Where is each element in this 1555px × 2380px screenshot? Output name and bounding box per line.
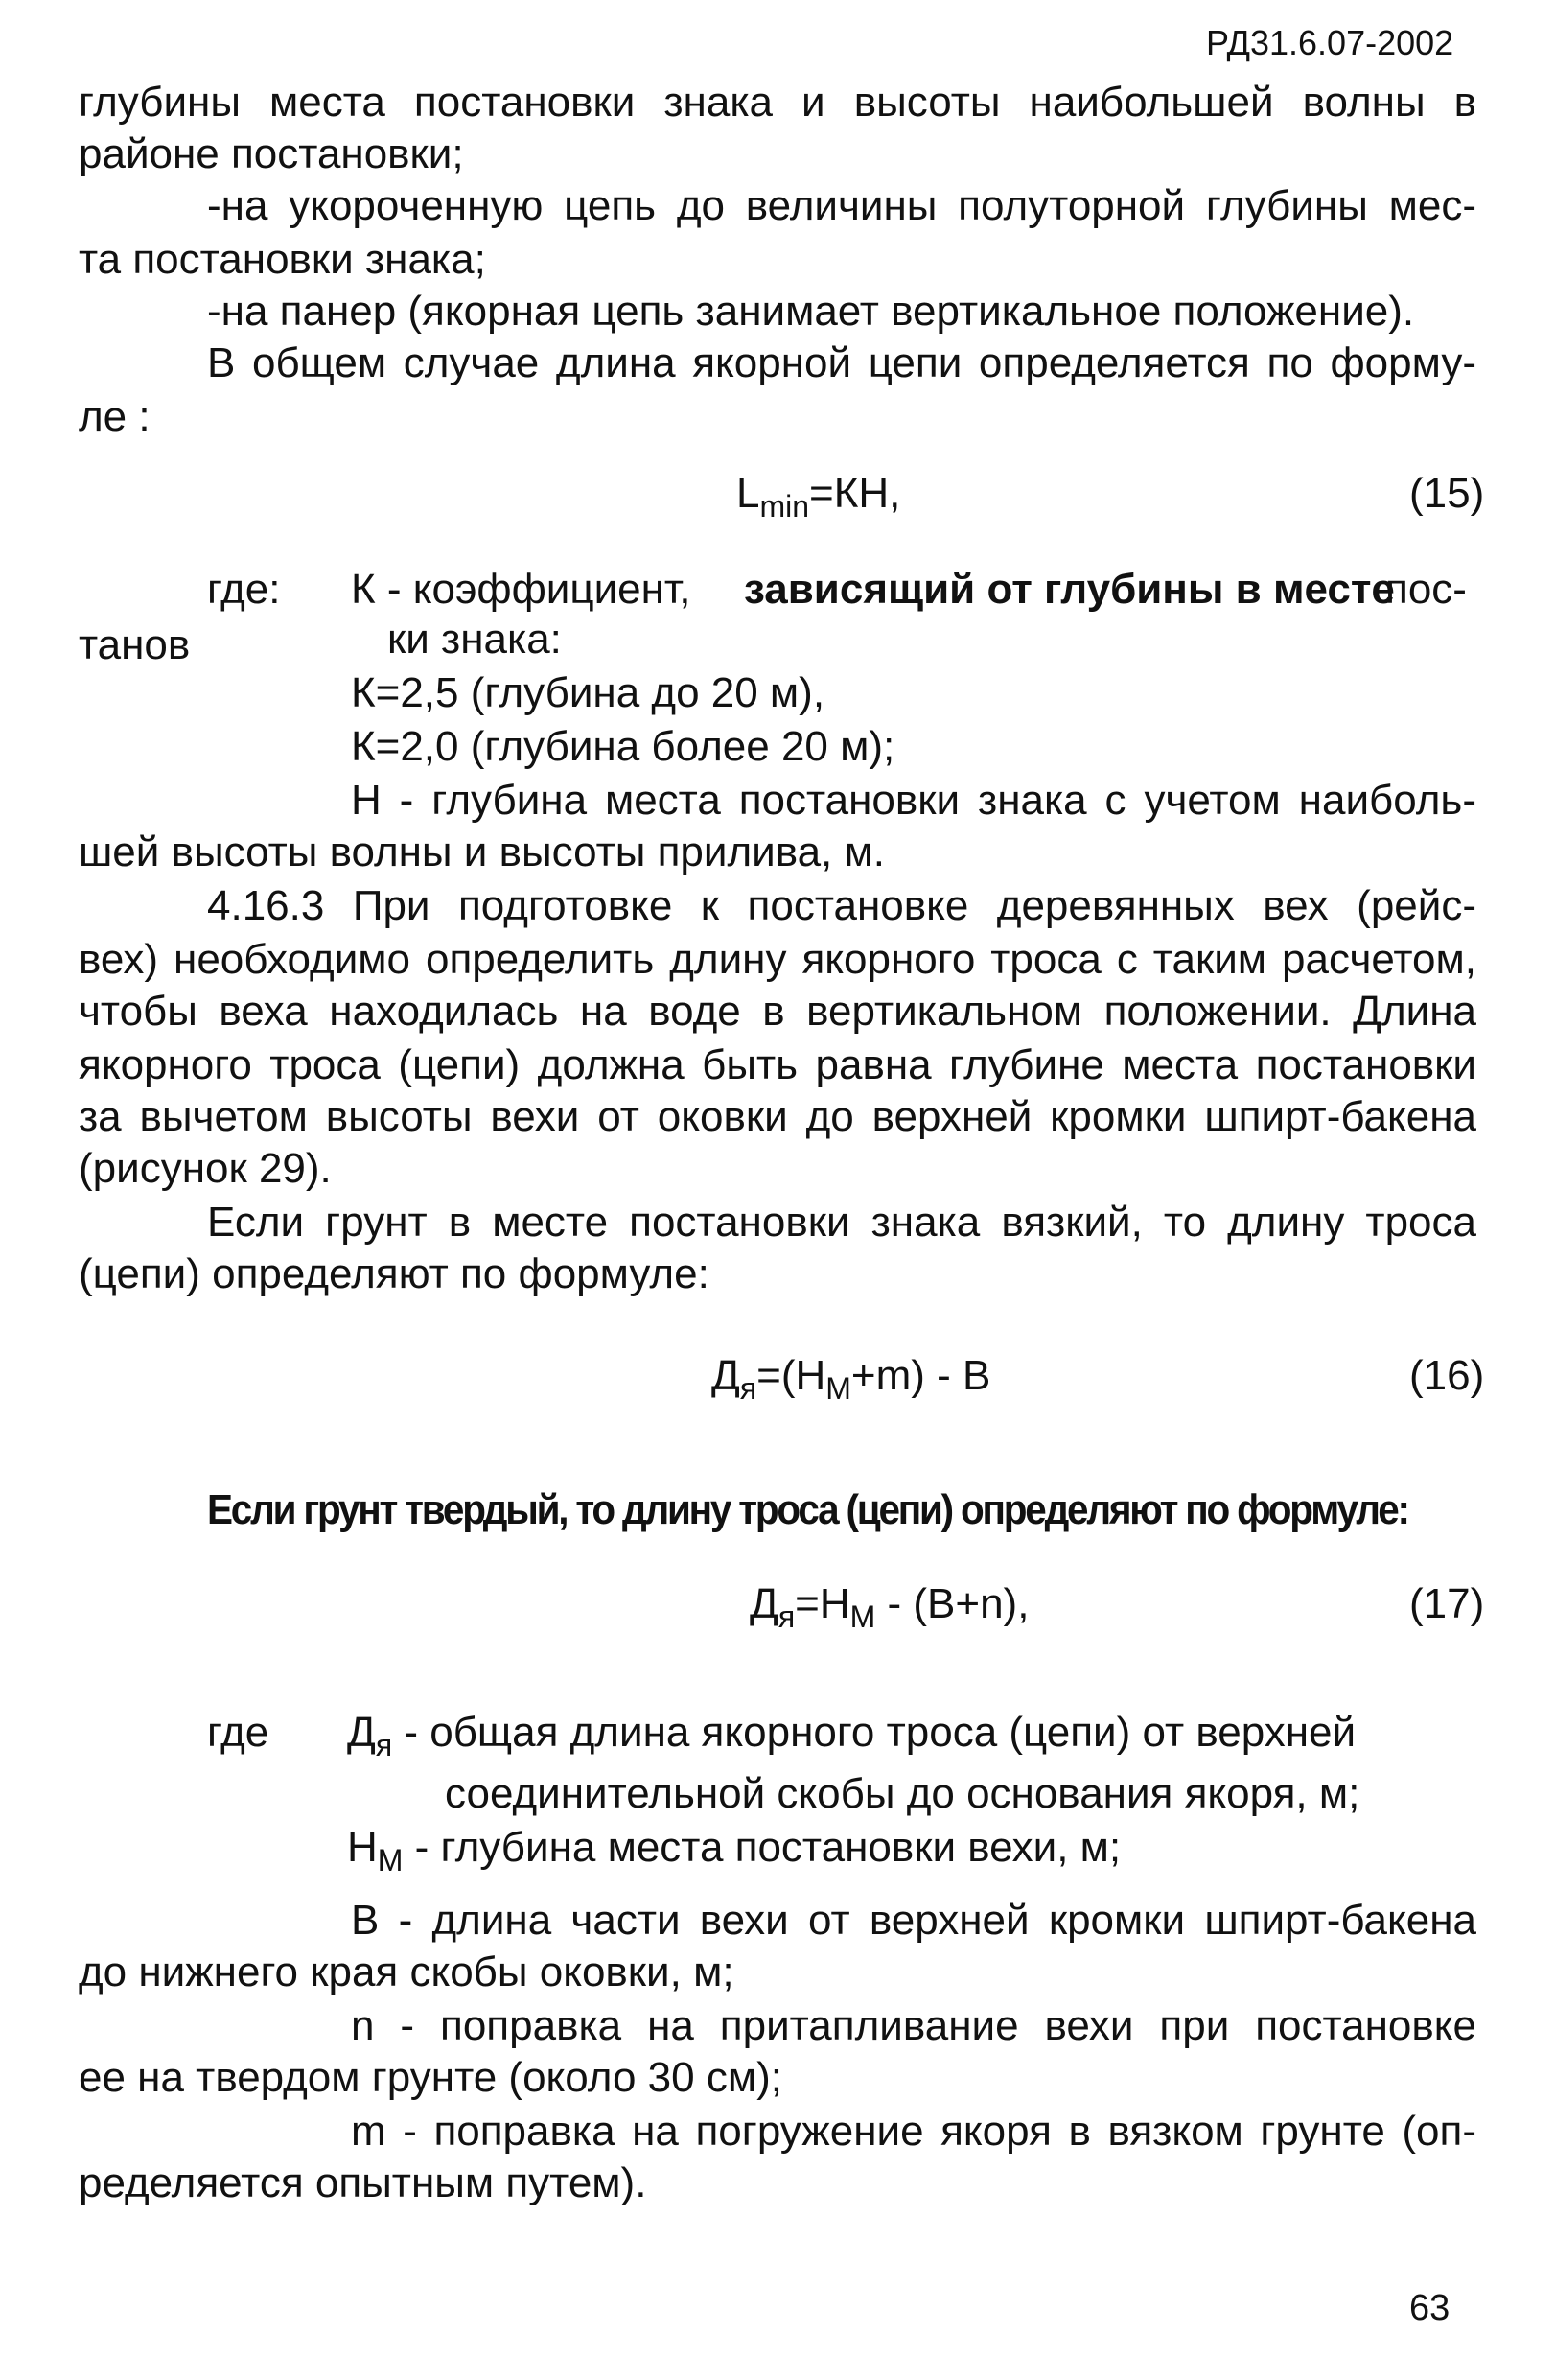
- formula-16: [711, 1350, 991, 1406]
- definition-k-part2: зависящий от глубины в месте: [744, 566, 1395, 613]
- formula-lhs-sub: min: [759, 489, 810, 524]
- text-line: соединительной скобы до основания якоря, м;: [445, 1770, 1360, 1817]
- text-line: чтобы веха находилась на воде в вертикальном положении. Длина: [79, 988, 1476, 1035]
- formula-lhs: Д: [711, 1352, 740, 1399]
- text-line: ки знака:: [387, 616, 562, 663]
- formula-lhs-sub: я: [778, 1599, 796, 1634]
- text-line: якорного троса (цепи) должна быть равна глубине места постановки: [79, 1041, 1476, 1088]
- formula-15: [736, 468, 901, 524]
- formula-rhs: - (В+n),: [875, 1580, 1030, 1627]
- d-symbol: Д: [347, 1709, 376, 1756]
- text-line: (цепи) определяют по формуле:: [79, 1250, 709, 1297]
- where-label: где: [207, 1709, 269, 1756]
- formula-mid: =Н: [795, 1580, 850, 1627]
- text-line: вех) необходимо определить длину якорного троса с таким расчетом,: [79, 936, 1476, 983]
- formula-lhs: Д: [750, 1580, 778, 1627]
- equation-number-15: (15): [1409, 470, 1485, 517]
- formula-mid: =(Н: [756, 1352, 826, 1399]
- k-value-2: К=2,0 (глубина более 20 м);: [351, 723, 895, 770]
- formula-mid-sub: М: [825, 1371, 851, 1406]
- text-line: Если грунт в месте постановки знака вязкий, то длину троса: [207, 1199, 1476, 1246]
- text-fragment: танов: [79, 621, 191, 668]
- equation-number-17: (17): [1409, 1580, 1485, 1627]
- text-line: районе постановки;: [79, 130, 464, 177]
- definition-hm: [347, 1822, 1122, 1878]
- formula-lhs: L: [736, 470, 760, 517]
- definition-d: [347, 1707, 1357, 1762]
- text-line: 4.16.3 При подготовке к постановке деревянных вех (рейс-: [207, 882, 1476, 929]
- formula-lhs-sub: я: [739, 1371, 757, 1406]
- text-line-bold: Если грунт твердый, то длину троса (цепи) определяют по формуле:: [207, 1486, 1408, 1533]
- page-number: 63: [1409, 2288, 1451, 2328]
- doc-code: РД31.6.07-2002: [1206, 23, 1454, 62]
- definition-m: m - поправка на погружение якоря в вязком грунте (оп-: [351, 2108, 1476, 2155]
- hm-symbol: Н: [347, 1824, 378, 1871]
- text-line: до нижнего края скобы оковки, м;: [79, 1948, 734, 1995]
- text-line: шей высоты волны и высоты прилива, м.: [79, 828, 885, 875]
- formula-rhs: +m) - В: [850, 1352, 991, 1399]
- formula-17: [750, 1578, 1030, 1634]
- text-line: (рисунок 29).: [79, 1145, 332, 1192]
- k-value-1: К=2,5 (глубина до 20 м),: [351, 669, 825, 716]
- formula-rhs: =КН,: [809, 470, 901, 517]
- definition-n: n - поправка на притапливание вехи при постановке: [351, 2002, 1476, 2049]
- definition-h: Н - глубина места постановки знака с учетом наиболь-: [351, 777, 1476, 824]
- text-line: -на укороченную цепь до величины полуторной глубины мес-: [207, 182, 1476, 229]
- definition-k-part3: пос-: [1385, 566, 1467, 613]
- hm-text: - глубина места постановки вехи, м;: [403, 1824, 1122, 1871]
- hm-subscript: М: [377, 1843, 404, 1878]
- d-subscript: я: [375, 1728, 393, 1762]
- text-line: за вычетом высоты вехи от оковки до верхней кромки шпирт-бакена: [79, 1093, 1476, 1140]
- text-line: -на панер (якорная цепь занимает вертикальное положение).: [207, 288, 1415, 335]
- text-line: та постановки знака;: [79, 236, 486, 283]
- text-line: ределяется опытным путем).: [79, 2159, 647, 2206]
- text-line: В общем случае длина якорной цепи определяется по форму-: [207, 339, 1476, 386]
- text-line: глубины места постановки знака и высоты наибольшей волны в: [79, 79, 1476, 126]
- text-line: ее на твердом грунте (около 30 см);: [79, 2054, 782, 2101]
- equation-number-16: (16): [1409, 1352, 1485, 1399]
- text-line: ле :: [79, 393, 151, 440]
- definition-k-part1: К - коэффициент,: [351, 566, 691, 613]
- formula-mid-sub: М: [849, 1599, 876, 1634]
- definition-b: В - длина части вехи от верхней кромки шпирт-бакена: [351, 1897, 1476, 1944]
- where-label: где:: [207, 566, 281, 613]
- d-text: - общая длина якорного троса (цепи) от верхней: [392, 1709, 1357, 1756]
